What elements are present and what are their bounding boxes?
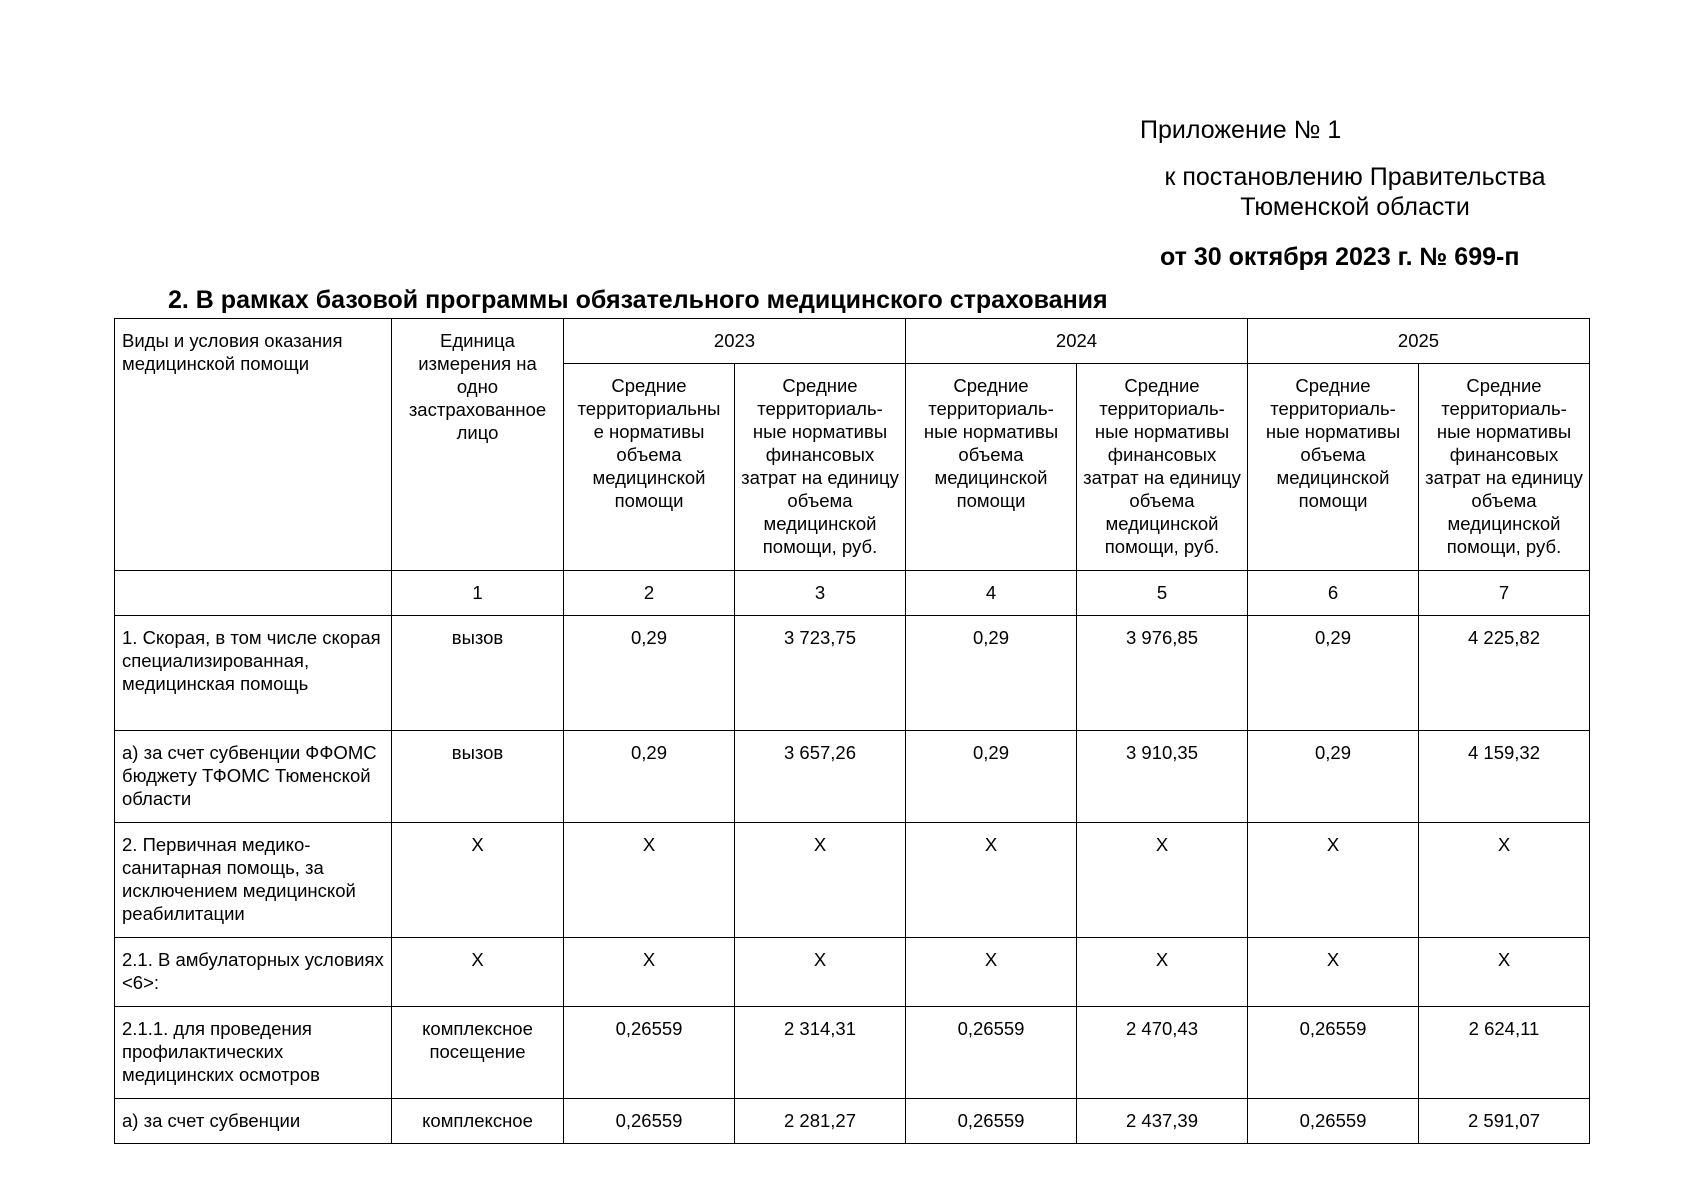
cell-value: 2 624,11 <box>1419 1007 1590 1099</box>
cell-value: Х <box>1077 938 1248 1007</box>
cell-value: Х <box>1419 938 1590 1007</box>
decree-date: от 30 октября 2023 г. № 699-п <box>1160 243 1520 271</box>
cell-unit: Х <box>392 938 564 1007</box>
table-row <box>115 1007 1590 1099</box>
decree-line-1: к постановлению Правительства <box>1164 163 1546 191</box>
cell-value: 2 314,31 <box>735 1007 906 1099</box>
cell-value: Х <box>564 938 735 1007</box>
cell-value: Х <box>564 823 735 938</box>
cell-value: 2 281,27 <box>735 1099 906 1144</box>
norms-table <box>114 318 1590 1144</box>
row-label: 2.1. В амбулаторных условиях <6>: <box>115 938 392 1007</box>
header-volume-2023: Средние территориальны е нормативы объема медицинской помощи <box>564 364 735 571</box>
cell-value: 3 976,85 <box>1077 616 1248 731</box>
cell-value: 4 159,32 <box>1419 731 1590 823</box>
column-number: 7 <box>1419 571 1590 616</box>
cell-unit: вызов <box>392 616 564 731</box>
column-number: 3 <box>735 571 906 616</box>
cell-value: Х <box>906 823 1077 938</box>
header-volume-2025: Средние территориаль-ные нормативы объема медицинской помощи <box>1248 364 1419 571</box>
table-row <box>115 823 1590 938</box>
section-title: 2. В рамках базовой программы обязательного медицинского страхования <box>168 286 1108 314</box>
cell-value: Х <box>1419 823 1590 938</box>
cell-value: Х <box>735 823 906 938</box>
cell-value: 3 910,35 <box>1077 731 1248 823</box>
header-unit: Единица измерения на одно застрахованное лицо <box>392 319 564 571</box>
cell-value: 0,29 <box>564 616 735 731</box>
cell-value: 0,26559 <box>906 1099 1077 1144</box>
header-care-type: Виды и условия оказания медицинской помощи <box>115 319 392 571</box>
column-number: 5 <box>1077 571 1248 616</box>
row-label: 1. Скорая, в том числе скорая специализированная, медицинская помощь <box>115 616 392 731</box>
cell-value: Х <box>1248 823 1419 938</box>
header-cost-2024: Средние территориаль-ные нормативы финансовых затрат на единицу объема медицинской помощи, руб. <box>1077 364 1248 571</box>
header-row-years <box>115 319 1590 364</box>
header-cost-2025: Средние территориаль-ные нормативы финансовых затрат на единицу объема медицинской помощи, руб. <box>1419 364 1590 571</box>
cell-value: 3 657,26 <box>735 731 906 823</box>
header-year-2023: 2023 <box>564 319 906 364</box>
column-number-row <box>115 571 1590 616</box>
cell-value: 0,29 <box>906 731 1077 823</box>
column-number <box>115 571 392 616</box>
cell-value: 0,26559 <box>564 1099 735 1144</box>
cell-value: Х <box>1248 938 1419 1007</box>
cell-value: 4 225,82 <box>1419 616 1590 731</box>
cell-value: 0,26559 <box>906 1007 1077 1099</box>
cell-value: Х <box>1077 823 1248 938</box>
cell-unit: комплексное <box>392 1099 564 1144</box>
cell-unit: комплексное посещение <box>392 1007 564 1099</box>
column-number: 4 <box>906 571 1077 616</box>
cell-value: Х <box>906 938 1077 1007</box>
cell-value: 2 470,43 <box>1077 1007 1248 1099</box>
cell-unit: вызов <box>392 731 564 823</box>
cell-value: 0,29 <box>564 731 735 823</box>
cell-value: 0,29 <box>1248 731 1419 823</box>
header-cost-2023: Средние территориаль-ные нормативы финансовых затрат на единицу объема медицинской помощи, руб. <box>735 364 906 571</box>
cell-value: 0,26559 <box>1248 1007 1419 1099</box>
cell-value: 0,26559 <box>564 1007 735 1099</box>
table-row <box>115 731 1590 823</box>
header-year-2024: 2024 <box>906 319 1248 364</box>
cell-value: 0,26559 <box>1248 1099 1419 1144</box>
cell-value: 0,29 <box>906 616 1077 731</box>
column-number: 1 <box>392 571 564 616</box>
row-label: 2.1.1. для проведения профилактических медицинских осмотров <box>115 1007 392 1099</box>
cell-value: 2 437,39 <box>1077 1099 1248 1144</box>
header-volume-2024: Средние территориаль-ные нормативы объема медицинской помощи <box>906 364 1077 571</box>
cell-value: Х <box>735 938 906 1007</box>
column-number: 6 <box>1248 571 1419 616</box>
table-row <box>115 616 1590 731</box>
column-number: 2 <box>564 571 735 616</box>
cell-unit: Х <box>392 823 564 938</box>
row-label: 2. Первичная медико-санитарная помощь, за исключением медицинской реабилитации <box>115 823 392 938</box>
header-year-2025: 2025 <box>1248 319 1590 364</box>
cell-value: 2 591,07 <box>1419 1099 1590 1144</box>
table-row <box>115 1099 1590 1144</box>
cell-value: 0,29 <box>1248 616 1419 731</box>
decree-reference <box>1140 162 1570 222</box>
decree-line-2: Тюменской области <box>1240 193 1470 221</box>
row-label: а) за счет субвенции <box>115 1099 392 1144</box>
row-label: а) за счет субвенции ФФОМС бюджету ТФОМС Тюменской области <box>115 731 392 823</box>
table-row <box>115 938 1590 1007</box>
cell-value: 3 723,75 <box>735 616 906 731</box>
appendix-label: Приложение № 1 <box>1140 116 1342 144</box>
